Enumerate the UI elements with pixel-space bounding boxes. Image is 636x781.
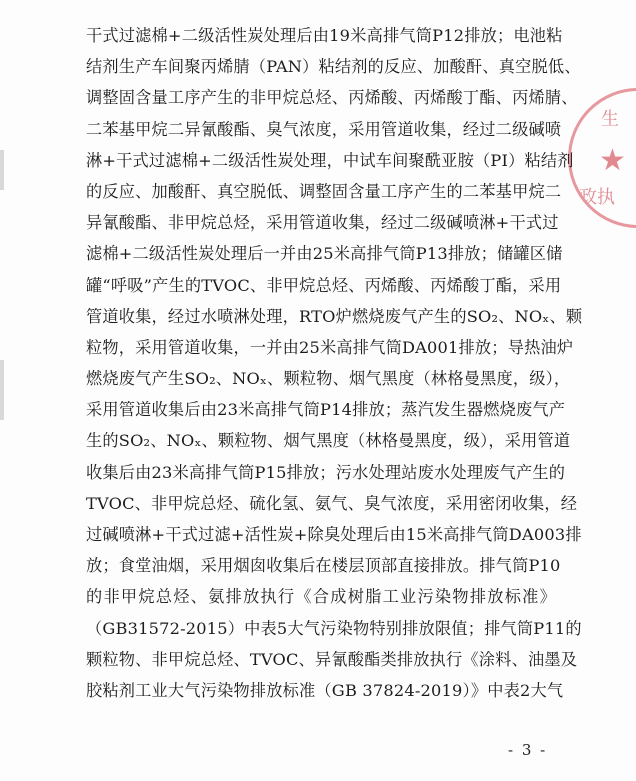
text-line: 结剂生产车间聚丙烯腈（PAN）粘结剂的反应、加酸酐、真空脱低、 — [86, 57, 581, 77]
seal-star-icon: ★ — [599, 143, 626, 178]
seal-text-top: 生 — [601, 109, 619, 130]
text-line: 的非甲烷总烃、氨排放执行《合成树脂工业污染物排放标准》 — [86, 587, 556, 607]
text-line: 粒物，采用管道收集，一并由25米高排气筒DA001排放；导热油炉 — [86, 337, 574, 357]
page-number: - 3 - — [508, 741, 548, 759]
text-line: 的反应、加酸酐、真空脱低、调整固含量工序产生的二苯基甲烷二 — [86, 181, 562, 201]
text-line: 颗粒物、非甲烷总烃、TVOC、异氰酸酯类排放执行《涂料、油墨及 — [86, 649, 578, 669]
text-line: 调整固含量工序产生的非甲烷总烃、丙烯酸、丙烯酸丁酯、丙烯腈、 — [86, 88, 578, 108]
text-line: 管道收集，经过水喷淋处理，RTO炉燃烧废气产生的SO₂、NOₓ、颗 — [86, 306, 583, 326]
text-line: 干式过滤棉+二级活性炭处理后由19米高排气筒P12排放；电池粘 — [86, 26, 563, 45]
text-line: 淋+干式过滤棉+二级活性炭处理，中试车间聚酰亚胺（PI）粘结剂 — [86, 150, 574, 170]
text-line: （GB31572-2015）中表5大气污染物特别排放限值；排气筒P11的 — [86, 618, 582, 638]
document-body — [86, 20, 583, 706]
text-line: 滤棉+二级活性炭处理后一并由25米高排气筒P13排放；储罐区储 — [86, 244, 563, 264]
text-line: 放；食堂油烟，采用烟囱收集后在楼层顶部直接排放。排气筒P10 — [86, 556, 561, 576]
text-line: 胶粘剂工业大气污染物排放标准（GB 37824-2019）》中表2大气 — [86, 680, 564, 700]
official-seal — [568, 88, 636, 228]
seal-text-bottom: 政执 — [579, 187, 615, 208]
text-line: 生的SO₂、NOₓ、颗粒物、烟气黑度（林格曼黑度，级），采用管道 — [86, 431, 571, 451]
binding-edge — [0, 150, 4, 190]
text-line: 采用管道收集后由23米高排气筒P14排放；蒸汽发生器燃烧废气产 — [86, 400, 566, 420]
text-line: 过碱喷淋+干式过滤+活性炭+除臭处理后由15米高排气筒DA003排 — [86, 525, 582, 544]
text-line: 罐“呼吸”产生的TVOC、非甲烷总烃、丙烯酸、丙烯酸丁酯，采用 — [86, 275, 562, 295]
text-line: 二苯基甲烷二异氰酸酯、臭气浓度，采用管道收集，经过二级碱喷 — [86, 119, 562, 139]
text-line: 异氰酸酯、非甲烷总烃，采用管道收集，经过二级碱喷淋+干式过 — [86, 213, 559, 233]
text-line: TVOC、非甲烷总烃、硫化氢、氨气、臭气浓度，采用密闭收集，经 — [86, 493, 578, 513]
text-line: 收集后由23米高排气筒P15排放；污水处理站废水处理废气产生的 — [86, 462, 566, 482]
text-line: 燃烧废气产生SO₂、NOₓ、颗粒物、烟气黑度（林格曼黑度，级）， — [86, 369, 571, 389]
binding-edge — [0, 360, 4, 420]
